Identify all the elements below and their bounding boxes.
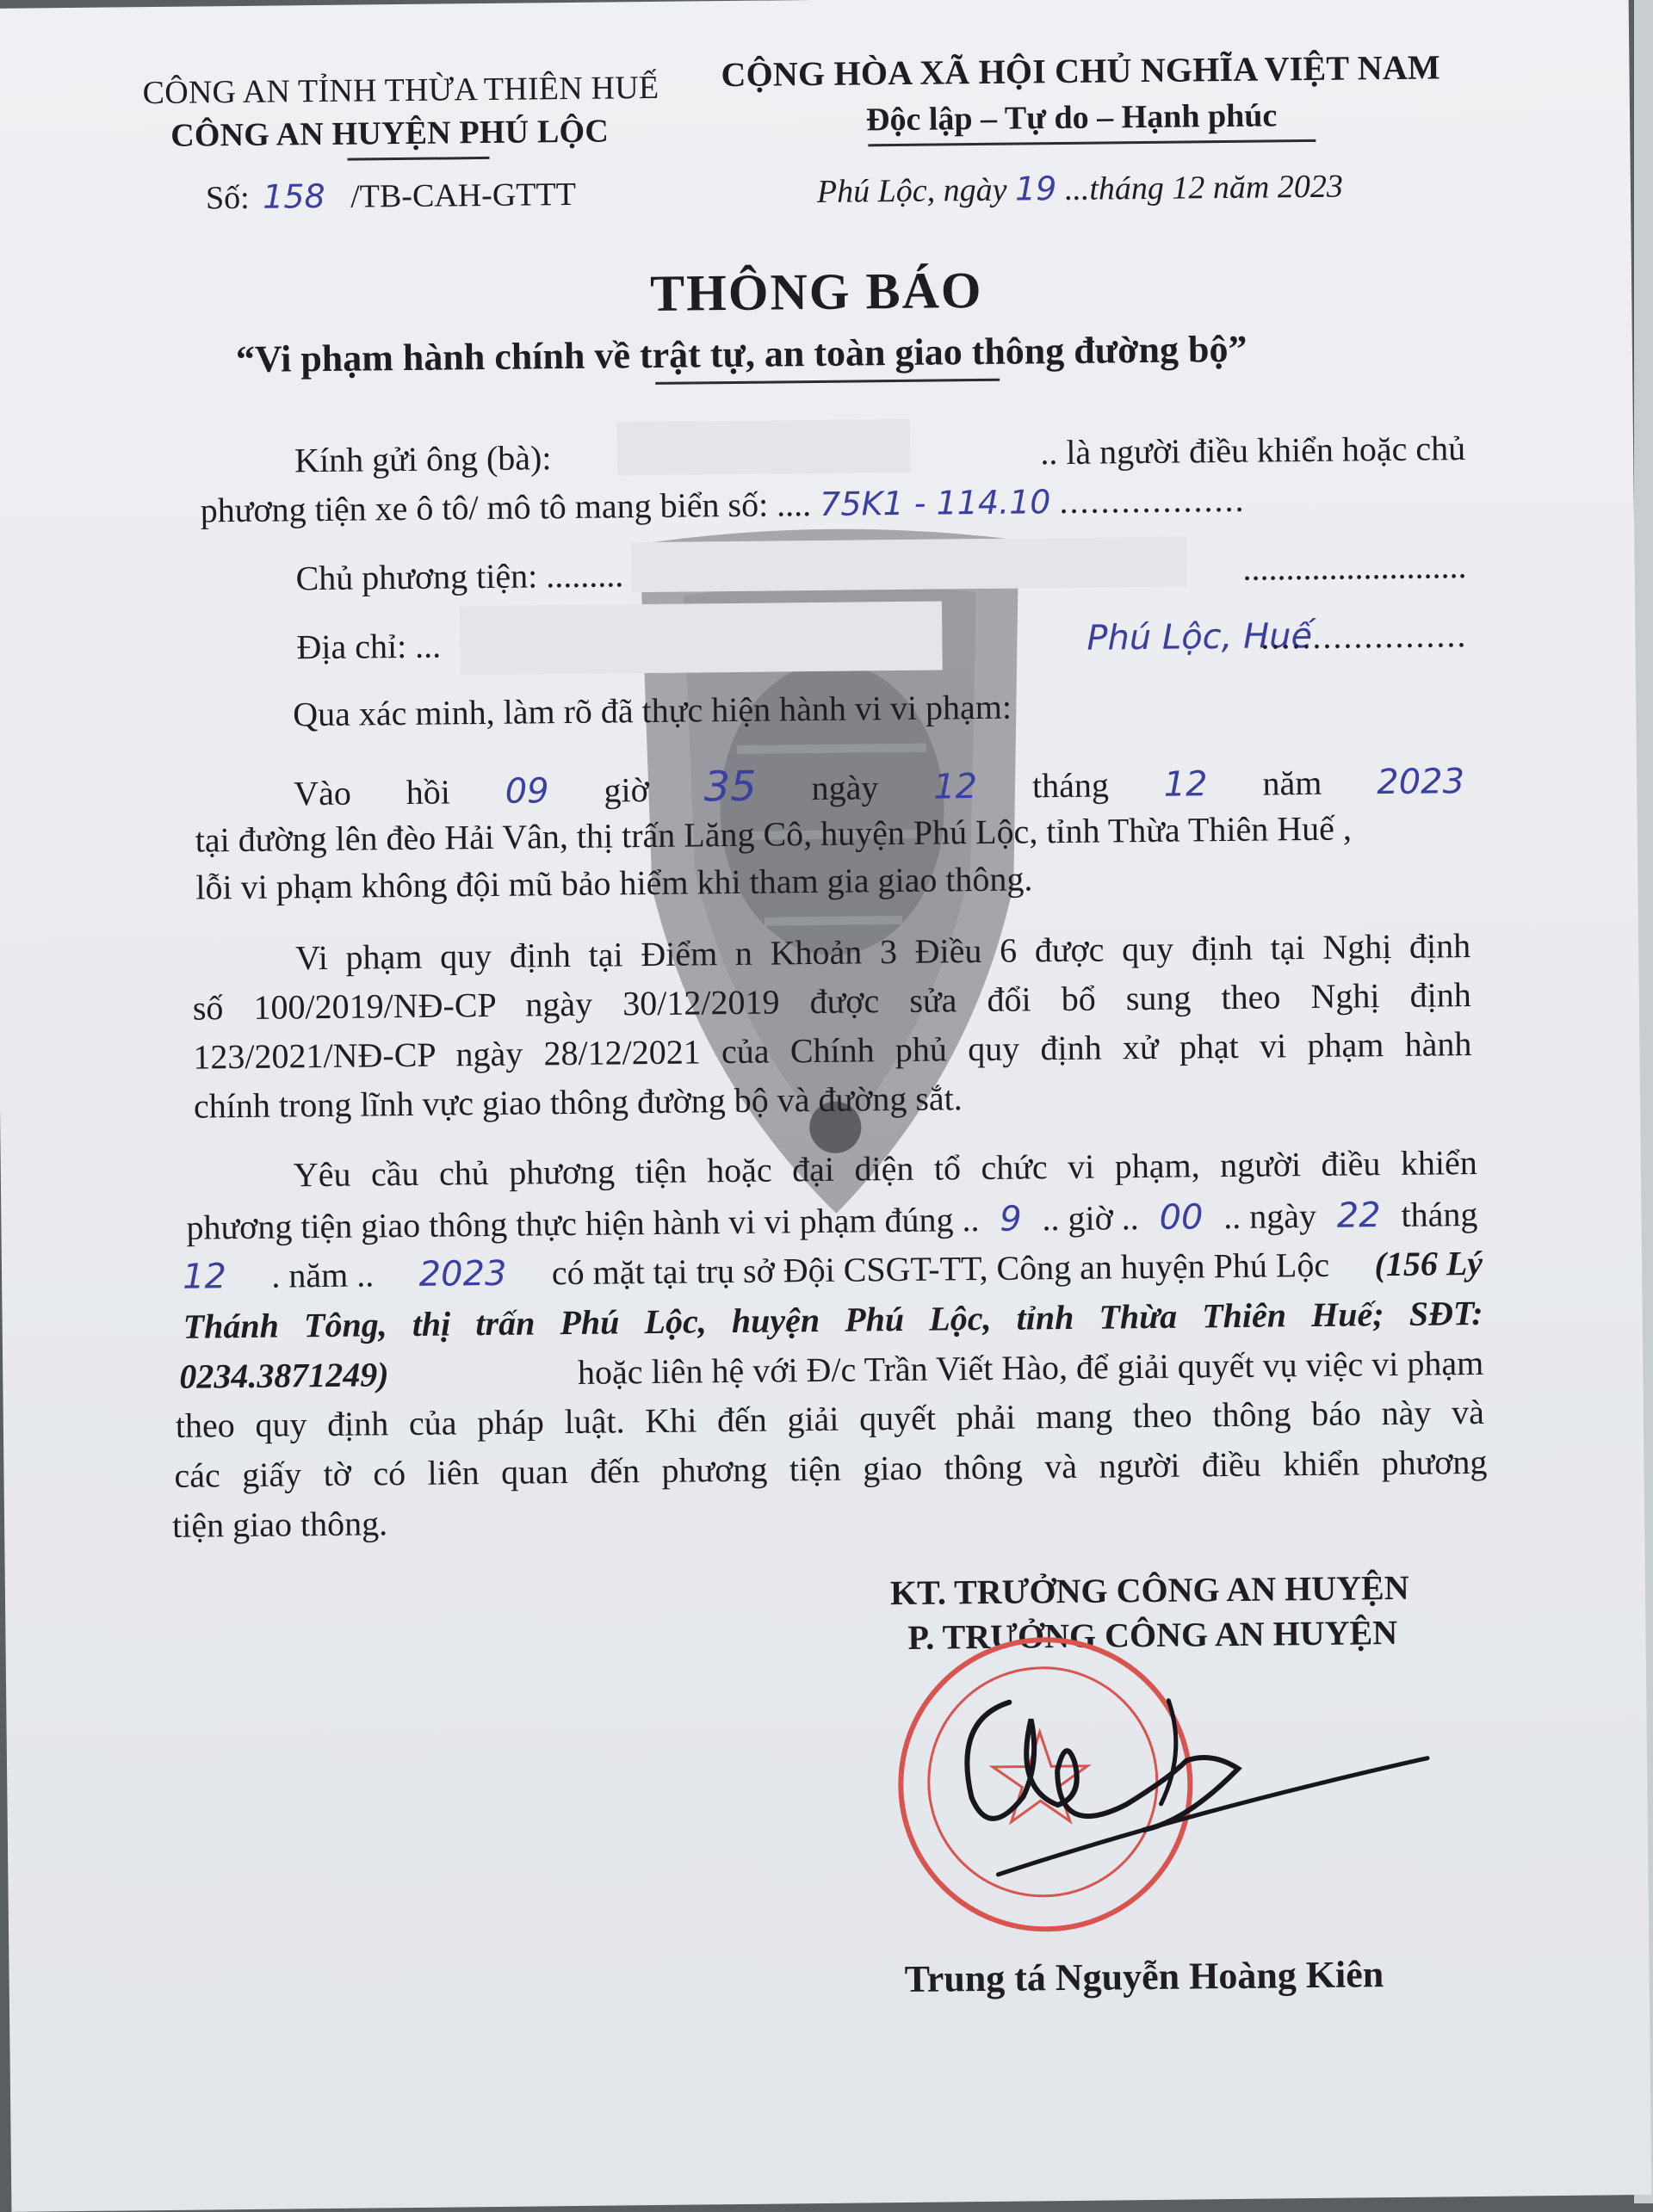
violation-word-gio: giờ [604, 770, 649, 810]
violation-time-line [294, 755, 1465, 815]
appointment-year-handwritten: 2023 [418, 1253, 507, 1294]
subtitle-underline [655, 379, 1000, 385]
number-handwritten: 158 [262, 176, 325, 216]
plate-number-handwritten: 75K1 - 114.10 [819, 483, 1051, 523]
plate-line [201, 477, 1466, 530]
motto: Độc lập – Tự do – Hạnh phúc [865, 97, 1278, 139]
request-nam: . năm .. [271, 1255, 375, 1295]
handwritten-signature [927, 1663, 1446, 1892]
regulation-line-2: số 100/2019/NĐ-CP ngày 30/12/2019 được sửa đổi bổ sung theo Nghị định [192, 975, 1471, 1028]
request-line-3 [183, 1243, 1483, 1297]
request-ngay: .. ngày [1223, 1196, 1317, 1237]
request-line-2 [186, 1194, 1477, 1248]
motto-underline [868, 139, 1316, 146]
request-thang: tháng [1401, 1194, 1478, 1234]
regulation-line-4: chính trong lĩnh vực giao thông đường bộ và đường sắt. [193, 1078, 963, 1126]
signature-title-1: KT. TRƯỞNG CÔNG AN HUYỆN [889, 1567, 1409, 1613]
redacted-address [460, 601, 943, 675]
request-line-6: theo quy định của pháp luật. Khi đến giải quyết phải mang theo thông báo này và [175, 1392, 1485, 1445]
address-label: Địa chỉ: ... [296, 626, 442, 667]
violation-word-thang: tháng [1031, 765, 1110, 806]
violation-word-vao: Vào [293, 773, 352, 813]
plate-prefix: phương tiện xe ô tô/ mô tô mang biển số: .... [200, 485, 812, 530]
greeting-label: Kính gửi ông (bà): [294, 438, 552, 480]
document-subtitle: “Vi phạm hành chính về trật tự, an toàn giao thông đường bộ” [235, 327, 1247, 381]
violation-day-handwritten: 12 [932, 767, 978, 807]
date-suffix: ...tháng 12 năm 2023 [1064, 168, 1344, 207]
owner-dots: .......................... [1242, 547, 1467, 588]
address-dots: .................... [1260, 615, 1468, 657]
owner-label: Chủ phương tiện: ......... [295, 555, 624, 598]
signer-name: Trung tá Nguyễn Hoàng Kiên [904, 1953, 1384, 2001]
appointment-month-handwritten: 12 [182, 1257, 227, 1297]
verification-line: Qua xác minh, làm rõ đã thực hiện hành vi vi phạm: [293, 687, 1012, 734]
number-label: Số: [205, 179, 250, 217]
regulation-line-1: Vi phạm quy định tại Điểm n Khoản 3 Điều 6 được quy định tại Nghị định [294, 926, 1471, 978]
violation-hour-handwritten: 09 [505, 771, 549, 812]
appointment-hour-handwritten: 9 [1000, 1199, 1022, 1239]
redacted-owner [631, 536, 1187, 592]
redacted-name [617, 419, 911, 476]
signature-title-2: P. TRƯỞNG CÔNG AN HUYỆN [907, 1612, 1398, 1657]
violation-minute-handwritten: 35 [703, 762, 757, 812]
violation-word-hoi: hồi [406, 772, 451, 812]
request-line-7: các giấy tờ có liên quan đến phương tiện giao thông và người điều khiển phương [174, 1442, 1488, 1495]
document-number [206, 175, 576, 218]
violation-month-handwritten: 12 [1163, 764, 1208, 805]
appointment-minute-handwritten: 00 [1159, 1197, 1204, 1238]
request-line-2-text: phương tiện giao thông thực hiện hành vi vi phạm đúng .. [186, 1200, 980, 1247]
request-line-8: tiện giao thông. [171, 1504, 388, 1545]
request-gio: .. giờ .. [1042, 1198, 1140, 1239]
document-title: THÔNG BÁO [649, 261, 983, 322]
unit-name: CÔNG AN HUYỆN PHÚ LỘC [170, 113, 610, 154]
request-line-5 [179, 1343, 1483, 1397]
violation-word-ngay: ngày [811, 768, 879, 808]
violation-location: tại đường lên đèo Hải Vân, thị trấn Lăng Cô, huyện Phú Lộc, tỉnh Thừa Thiên Huế , [195, 808, 1353, 860]
violation-error: lỗi vi phạm không đội mũ bảo hiểm khi tham gia giao thông. [195, 859, 1033, 907]
request-address-start: (156 Lý [1374, 1243, 1483, 1284]
issue-date [817, 167, 1343, 211]
plate-dots: .................. [1059, 479, 1246, 522]
agency-name: CÔNG AN TỈNH THỪA THIÊN HUẾ [142, 69, 659, 112]
request-contact: hoặc liên hệ với Đ/c Trần Viết Hào, để giải quyết vụ việc vi phạm [577, 1343, 1484, 1392]
address-handwritten: Phú Lộc, Huế [1087, 615, 1313, 658]
greeting-continuation: .. là người điều khiển hoặc chủ [1040, 429, 1466, 473]
request-phone: 0234.3871249) [179, 1355, 389, 1396]
appointment-day-handwritten: 22 [1336, 1196, 1381, 1236]
violation-word-nam: năm [1262, 763, 1322, 803]
republic-name: CỘNG HÒA XÃ HỘI CHỦ NGHĨA VIỆT NAM [721, 47, 1441, 95]
request-line-4: Thánh Tông, thị trấn Phú Lộc, huyện Phú Lộc, tỉnh Thừa Thiên Huế; SĐT: [183, 1293, 1483, 1346]
date-day-handwritten: 19 [1014, 170, 1057, 208]
violation-year-handwritten: 2023 [1377, 762, 1465, 803]
unit-underline [347, 157, 489, 161]
request-office: có mặt tại trụ sở Đội CSGT-TT, Công an huyện Phú Lộc [551, 1245, 1330, 1293]
number-suffix: /TB-CAH-GTTT [350, 176, 577, 215]
request-line-1: Yêu cầu chủ phương tiện hoặc đại diện tổ chức vi phạm, người điều khiển [293, 1142, 1478, 1195]
date-prefix: Phú Lộc, ngày [816, 171, 1007, 210]
regulation-line-3: 123/2021/NĐ-CP ngày 28/12/2021 của Chính phủ quy định xử phạt vi phạm hành [193, 1024, 1472, 1077]
